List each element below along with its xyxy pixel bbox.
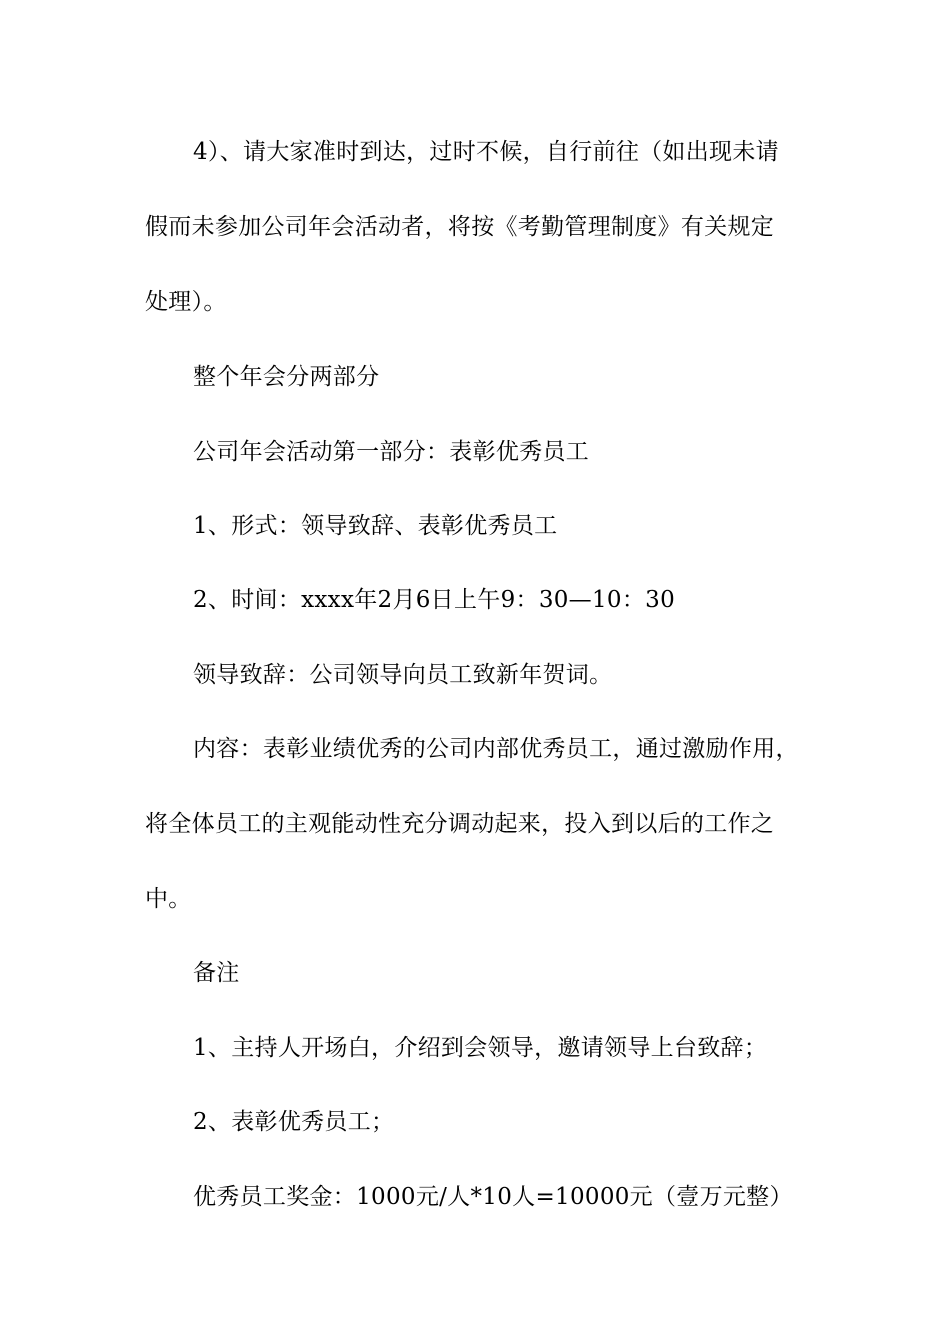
list-item-time: 2、时间：xxxx年2月6日上午9：30—10：30 bbox=[193, 587, 676, 613]
paragraph-line-arrival-notice: 4）、请大家准时到达，过时不候，自行前往（如出现未请 bbox=[193, 139, 779, 165]
paragraph-line-attendance-rules: 假而未参加公司年会活动者，将按《考勤管理制度》有关规定 bbox=[145, 214, 775, 240]
paragraph-line-handling: 处理）。 bbox=[145, 289, 227, 315]
list-item-format: 1、形式：领导致辞、表彰优秀员工 bbox=[193, 513, 558, 539]
paragraph-line-bonus: 优秀员工奖金：1000元/人*10人=10000元（壹万元整） bbox=[193, 1184, 793, 1210]
paragraph-line-content: 内容：表彰业绩优秀的公司内部优秀员工，通过激励作用， bbox=[193, 736, 799, 762]
section-heading-part-one: 公司年会活动第一部分：表彰优秀员工 bbox=[193, 439, 590, 465]
paragraph-line-content-end: 中。 bbox=[145, 886, 192, 912]
paragraph-line-leader-speech: 领导致辞：公司领导向员工致新年贺词。 bbox=[193, 662, 613, 688]
list-item-commendation: 2、表彰优秀员工； bbox=[193, 1109, 395, 1135]
paragraph-line-content-continued: 将全体员工的主观能动性充分调动起来，投入到以后的工作之 bbox=[145, 811, 775, 837]
list-item-host-opening: 1、主持人开场白，介绍到会领导，邀请领导上台致辞； bbox=[193, 1035, 768, 1061]
section-heading-two-parts: 整个年会分两部分 bbox=[193, 364, 380, 390]
section-heading-notes: 备注 bbox=[193, 960, 240, 986]
